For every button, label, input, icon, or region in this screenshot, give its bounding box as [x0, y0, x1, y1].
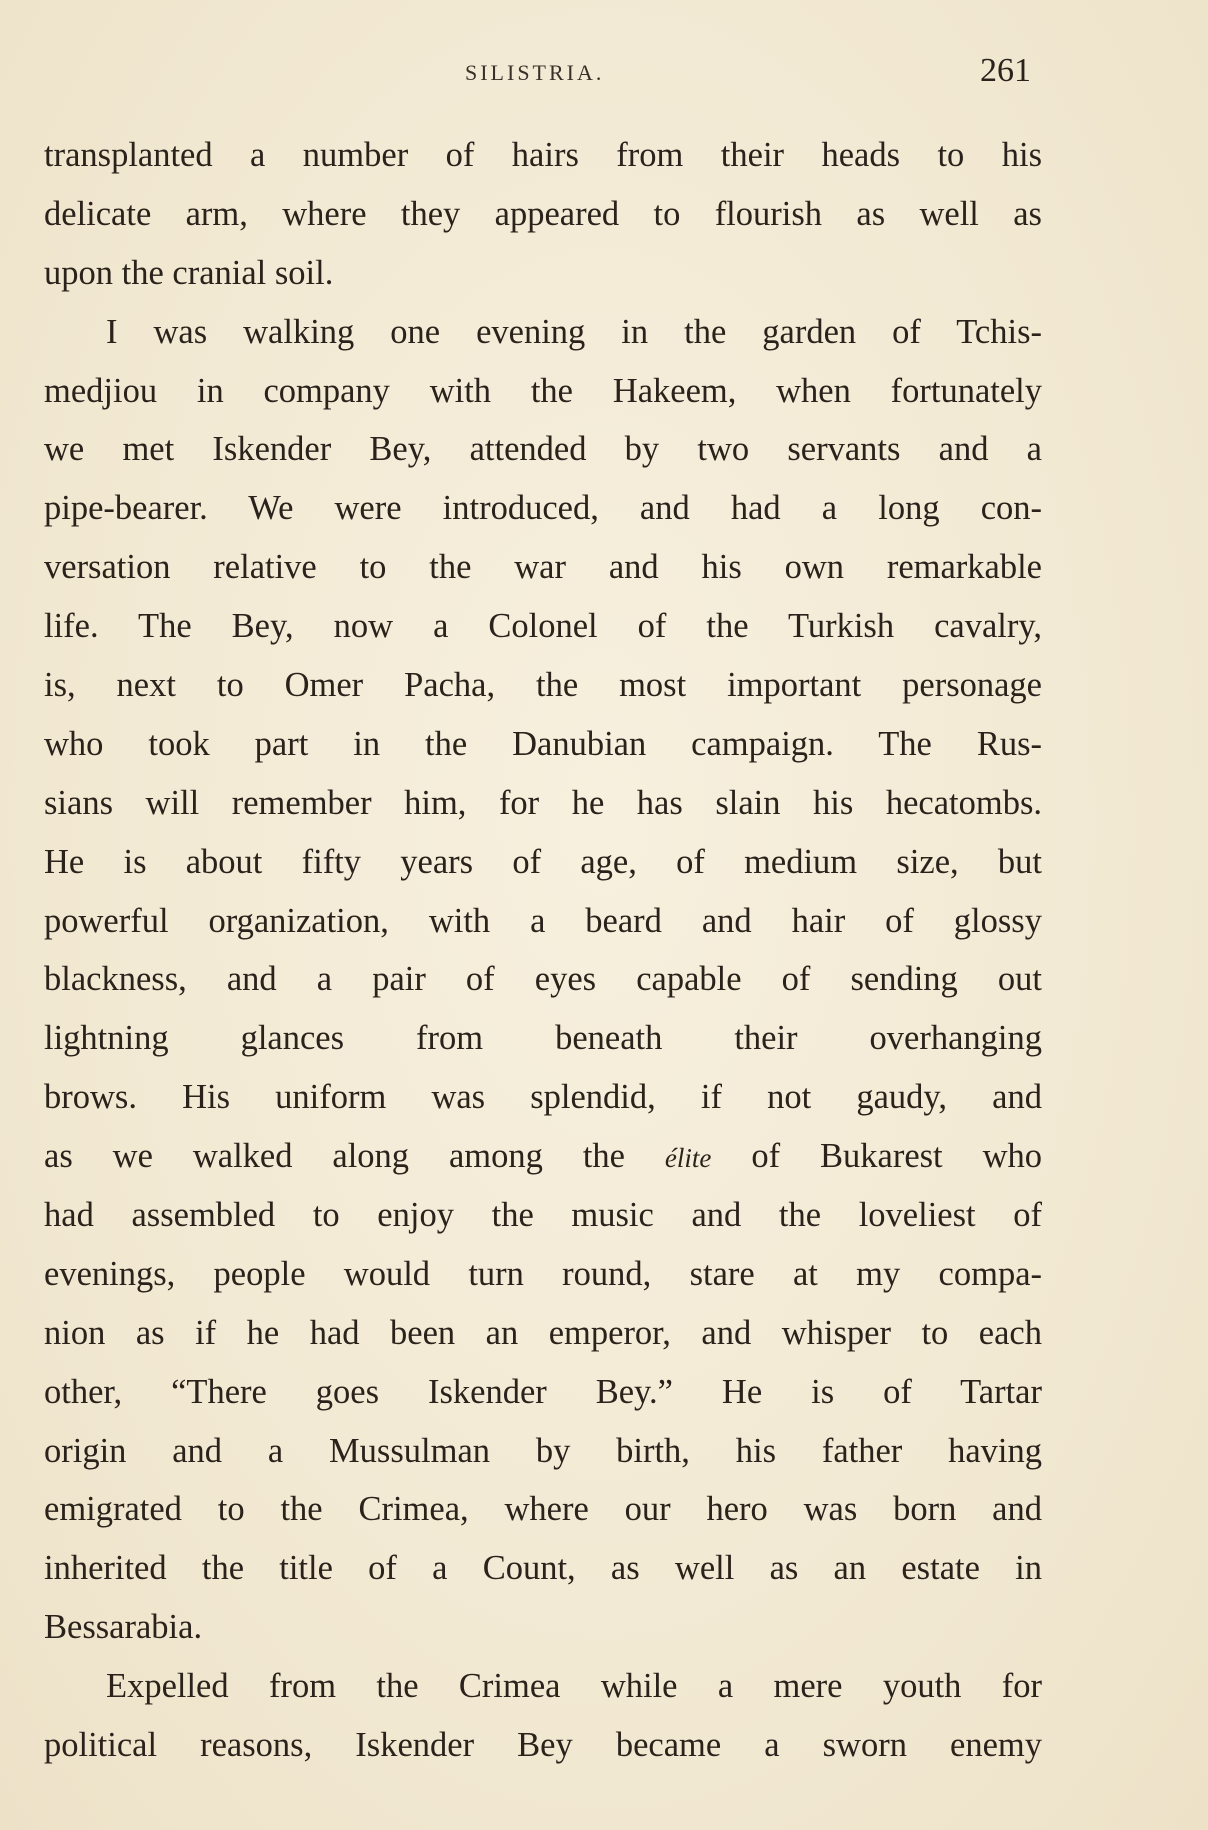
text-line: powerful organization, with a beard and hair of glossy	[44, 901, 1042, 940]
text-line: we met Iskender Bey, attended by two servants and a	[44, 430, 1042, 469]
text-line: He is about fifty years of age, of medium size, but	[44, 842, 1042, 881]
text-segment: as we walked along among the	[44, 1137, 625, 1176]
text-line: delicate arm, where they appeared to flourish as well as	[44, 194, 1042, 233]
text-line: inherited the title of a Count, as well as an estate in	[44, 1549, 1042, 1588]
text-line-with-italic	[44, 1127, 1042, 1186]
text-line: emigrated to the Crimea, where our hero was born and	[44, 1490, 1042, 1529]
text-line: Bessarabia.	[44, 1608, 203, 1647]
text-line: nion as if he had been an emperor, and whisper to each	[44, 1313, 1042, 1352]
running-head	[0, 52, 1208, 92]
text-line: other, “There goes Iskender Bey.” He is of Tartar	[44, 1372, 1042, 1411]
text-line: political reasons, Iskender Bey became a sworn enemy	[44, 1726, 1042, 1765]
text-line: is, next to Omer Pacha, the most important personage	[44, 666, 1042, 705]
text-line: life. The Bey, now a Colonel of the Turkish cavalry,	[44, 607, 1042, 646]
text-line: brows. His uniform was splendid, if not gaudy, and	[44, 1078, 1042, 1117]
text-line: sians will remember him, for he has slain his hecatombs.	[44, 783, 1042, 822]
body-text	[44, 126, 1042, 1775]
text-line: upon the cranial soil.	[44, 253, 334, 292]
running-title: SILISTRIA.	[465, 60, 605, 85]
text-line: had assembled to enjoy the music and the loveliest of	[44, 1196, 1042, 1235]
italic-word: élite	[664, 1143, 712, 1174]
text-line: evenings, people would turn round, stare at my compa-	[44, 1254, 1042, 1293]
text-line: who took part in the Danubian campaign. The Rus-	[44, 724, 1042, 763]
text-line: I was walking one evening in the garden of Tchis-	[106, 312, 1042, 351]
text-segment: of Bukarest who	[751, 1137, 1042, 1176]
text-line: pipe-bearer. We were introduced, and had a long con-	[44, 489, 1042, 528]
text-line: transplanted a number of hairs from their heads to his	[44, 136, 1042, 174]
text-line: lightning glances from beneath their overhanging	[44, 1019, 1042, 1058]
text-line: blackness, and a pair of eyes capable of sending out	[44, 960, 1042, 999]
text-line: Expelled from the Crimea while a mere youth for	[106, 1667, 1042, 1706]
text-line: medjiou in company with the Hakeem, when fortunately	[44, 371, 1042, 410]
text-line: origin and a Mussulman by birth, his father having	[44, 1431, 1042, 1470]
text-line: versation relative to the war and his own remarkable	[44, 548, 1042, 587]
page-number: 261	[980, 52, 1031, 89]
